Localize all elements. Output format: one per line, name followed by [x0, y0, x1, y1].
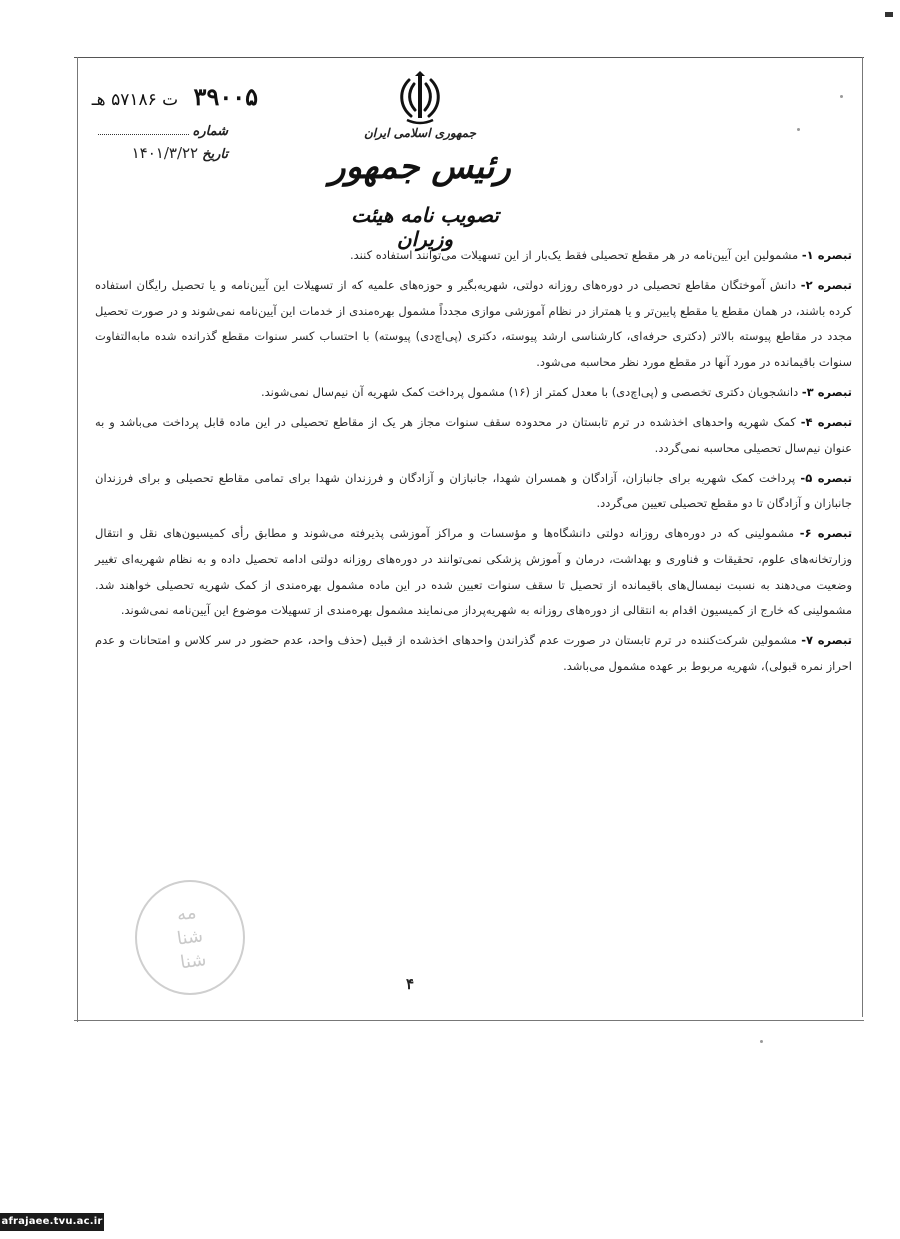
header-country: جمهوری اسلامی ایران [363, 126, 477, 140]
note-3 [95, 380, 852, 406]
number-dotted-line [98, 124, 189, 135]
scan-speck [840, 95, 843, 98]
date-value: ۱۴۰۱/۳/۲۲ [131, 144, 199, 162]
frame-bottom-border [74, 1020, 864, 1021]
note-title: تبصره ۶- [799, 526, 853, 541]
note-1 [95, 243, 852, 269]
scan-speck [885, 12, 893, 17]
note-title: تبصره ۳- [801, 384, 852, 399]
stamp-text: مه شنا شنا [175, 901, 208, 973]
site-watermark: afrajaee.tvu.ac.ir [0, 1213, 104, 1231]
note-5 [95, 466, 852, 517]
note-text: پرداخت کمک شهریه برای جانبازان، آزادگان و همسران شهدا، جانبازان و آزادگان و فرزندان شهدا برای تمامی مقاطع تحصیلی و برای فرزندان جانبازان و آزادگان تا دو مقطع تحصیلی تعیین می‌گردد. [95, 470, 852, 511]
note-title: تبصره ۵- [800, 470, 852, 485]
note-2 [95, 273, 852, 375]
frame-left-border [77, 57, 78, 1022]
note-text: دانشجویان دکتری تخصصی و (پی‌اچ‌دی) با معدل کمتر از (۱۶) مشمول پرداخت کمک شهریه آن نیم‌سال نمی‌شوند. [260, 384, 799, 399]
note-text: کمک شهریه واحدهای اخذشده در ترم تابستان در محدوده سقف سنوات مجاز هر یک از مقاطع تحصیلی در این ماده قابل پرداخت می‌باشد و به عنوان نیم‌سال تحصیلی محاسبه نمی‌گردد. [95, 415, 852, 455]
number-label: شماره [192, 124, 228, 139]
note-4 [95, 410, 852, 461]
iran-emblem-icon [395, 70, 445, 126]
frame-top-border [74, 57, 864, 58]
date-label: تاریخ [202, 147, 228, 162]
note-7 [95, 628, 852, 679]
note-text: دانش آموختگان مقاطع تحصیلی در دوره‌های روزانه دولتی، شهریه‌بگیر و حوزه‌های علمیه که از تسهیلات این آیین‌نامه و یا تحصیل رایگان استفاده کرده باشند، در همان مقطع یا مقطع پایین‌تر و یا همتراز در نظام آموزشی موازی مجدداً مشمول بهره‌مندی از خدمات این آیین‌نامه نمی‌شوند و در صورت تحصیل مجدد در مقاطع پیوسته بالاتر (دکتری حرفه‌ای، کارشناسی ارشد پیوسته، دکتری (پی‌اچ‌دی) پیوسته) با احتساب کسر سنوات مقطع گذرانده شده مابه‌التفاوت سنوات باقیمانده در مورد آنها در مقطع مورد نظر محاسبه می‌شود. [95, 278, 852, 369]
faded-stamp [135, 880, 245, 995]
page-number: ۴ [405, 975, 415, 993]
note-6 [95, 521, 852, 623]
note-text: مشمولینی که در دوره‌های روزانه دولتی دانشگاه‌ها و مؤسسات و مراکز آموزشی پذیرفته می‌شوند و مطابق رأی کمیسیون‌های نقل و انتقال وزارتخانه‌های علوم، تحقیقات و فناوری و بهداشت، درمان و آموزش پزشکی نمی‌توانند در دوره‌های روزانه دولتی ادامه تحصیل داده و به نظام شهریه‌ای تغییر وضعیت می‌دهند به نسبت نیمسال‌های باقیمانده از تحصیل تا سقف سنوات تعیین شده در این ماده مشمول بهره‌مندی از کمک شهریه تحصیلی خواهند شد. مشمولینی که خارج از کمیسیون اقدام به انتقالی از دوره‌های روزانه به شهریه‌پرداز می‌نمایند مشمول بهره‌مندی از تسهیلات موضوع این آیین‌نامه نمی‌شوند. [95, 526, 852, 618]
resolution-body [95, 243, 852, 684]
note-text: مشمولین این آیین‌نامه در هر مقطع تحصیلی فقط یک‌بار از این تسهیلات می‌توانند استفاده کنند. [349, 248, 799, 262]
note-title: تبصره ۲- [800, 278, 853, 293]
scan-speck [760, 1040, 763, 1043]
note-text: مشمولین شرکت‌کننده در ترم تابستان در صورت عدم گذراندن واحدهای اخذشده از قبیل (حذف واحد، عدم حضور در سر کلاس و امتحانات و عدم احراز نمره قبولی)، شهریه مربوط بر عهده مشمول می‌باشد. [95, 633, 852, 673]
letter-number-big: ۳۹۰۰۵ [193, 82, 258, 111]
note-title: تبصره ۱- [801, 248, 852, 262]
letter-number-code: ت ۵۷۱۸۶ هـ [91, 90, 179, 110]
note-title: تبصره ۴- [800, 415, 853, 430]
header-resolution: تصویب نامه هیئت وزیران [351, 203, 499, 251]
frame-right-border [862, 57, 863, 1017]
header-office: رئیس جمهور [329, 147, 511, 187]
number-row [98, 124, 228, 139]
date-row [98, 144, 228, 162]
note-title: تبصره ۷- [801, 633, 852, 648]
scan-speck [797, 128, 800, 131]
letter-reference [88, 82, 258, 111]
